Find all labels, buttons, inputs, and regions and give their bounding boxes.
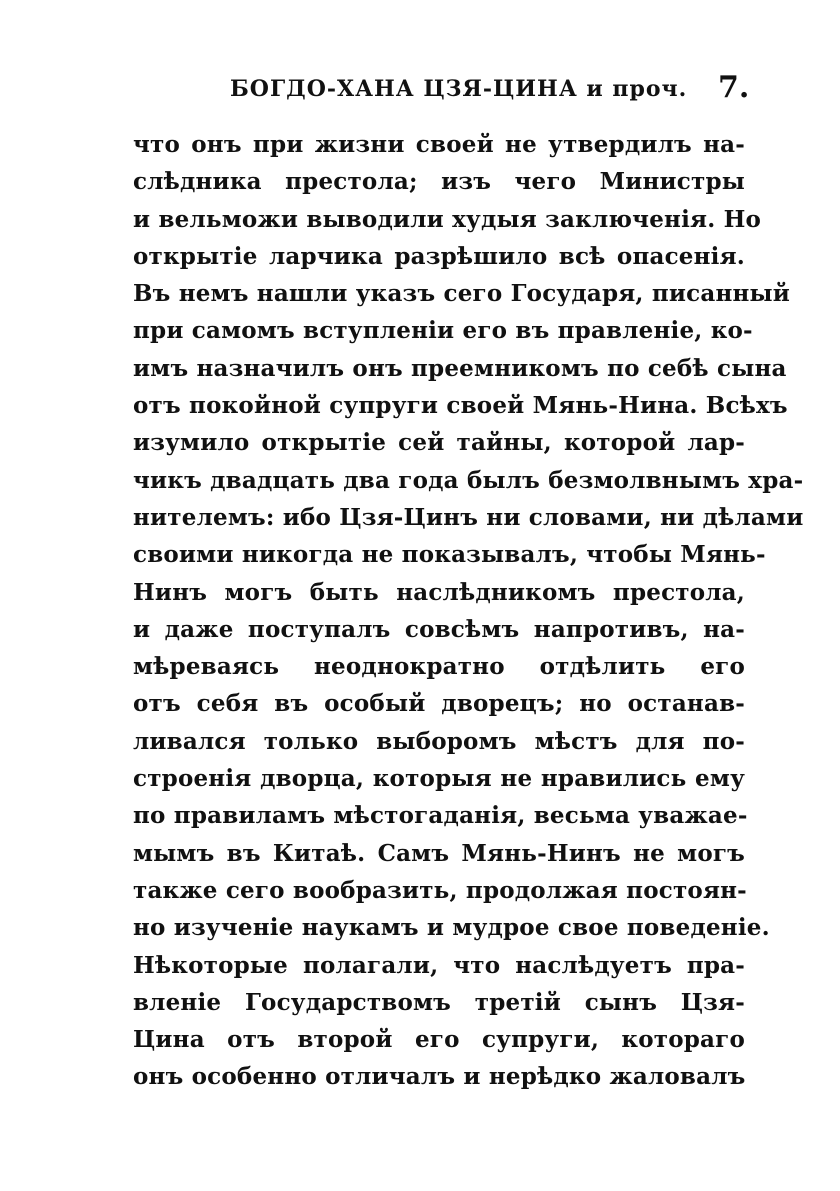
text-line: мымъ въ Китаѣ. Самъ Мянь-Нинъ не могъ	[133, 839, 745, 867]
page-number: 7.	[718, 70, 750, 105]
text-line: своими никогда не показывалъ, чтобы Мянь-	[133, 541, 766, 569]
text-line: и вельможи выводили худыя заключенія. Но	[133, 205, 762, 233]
text-line: отъ покойной супруги своей Мянь-Нина. Всѣхъ	[133, 392, 788, 420]
text-line: отъ себя въ особый дворецъ; но останав-	[133, 690, 745, 718]
text-line: слѣдника престола; изъ чего Министры	[133, 168, 745, 196]
text-line: и даже поступалъ совсѣмъ напротивъ, на-	[133, 615, 745, 643]
text-line: имъ назначилъ онъ преемникомъ по себѣ сына	[133, 354, 787, 382]
text-line: что онъ при жизни своей не утвердилъ на-	[133, 131, 745, 158]
text-line: Въ немъ нашли указъ сего Государя, писанный	[133, 280, 791, 308]
text-line: строенія дворца, которыя не нравились ему	[133, 765, 745, 793]
text-line: онъ особенно отличалъ и нерѣдко жаловалъ	[133, 1063, 746, 1091]
running-title: БОГДО-ХАНА ЦЗЯ-ЦИНА и проч.	[230, 76, 688, 102]
text-line: по правиламъ мѣстогаданія, весьма уважае-	[133, 802, 748, 830]
text-line: Нинъ могъ быть наслѣдникомъ престола,	[133, 578, 745, 606]
text-line: нителемъ: ибо Цзя-Цинъ ни словами, ни дѣлами	[133, 503, 804, 531]
text-line: также сего вообразить, продолжая постоян-	[133, 876, 747, 904]
text-line: Нѣкоторые полагали, что наслѣдуетъ пра-	[133, 951, 745, 979]
text-line: открытіе ларчика разрѣшило всѣ опасенія.	[133, 242, 745, 270]
text-line: при самомъ вступленіи его въ правленіе, ко-	[133, 317, 753, 345]
text-line: мѣреваясь неоднократно отдѣлить его	[133, 653, 745, 681]
text-line: вленіе Государствомъ третій сынъ Цзя-	[133, 988, 745, 1016]
text-line: Цина отъ второй его супруги, котораго	[133, 1026, 745, 1054]
body-text	[133, 126, 804, 1096]
text-line: чикъ двадцать два года былъ безмолвнымъ хра-	[133, 466, 804, 494]
text-line: ливался только выборомъ мѣстъ для по-	[133, 727, 745, 755]
text-line: но изученіе наукамъ и мудрое свое поведеніе.	[133, 914, 770, 942]
text-line: изумило открытіе сей тайны, которой лар-	[133, 429, 745, 457]
